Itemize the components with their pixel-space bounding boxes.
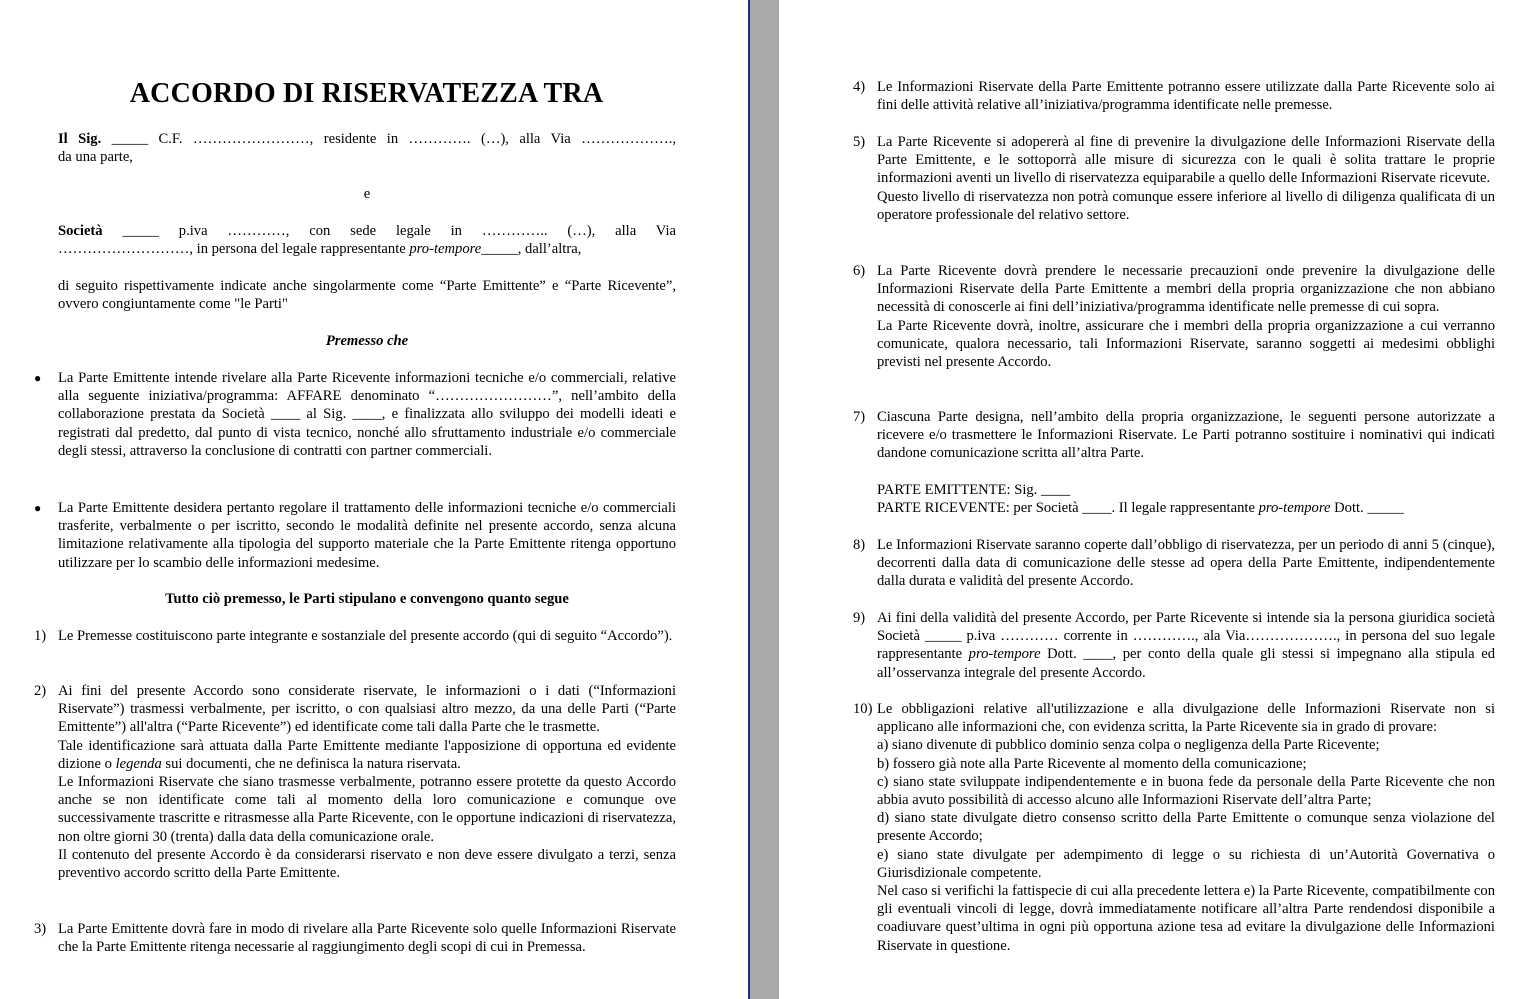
ricevente-line-b: Dott. _____	[1330, 500, 1404, 517]
clause-10-item-a: a) siano divenute di pubblico dominio senza colpa o negligenza della Parte Ricevente;	[877, 737, 1380, 754]
clause-number: 9)	[853, 610, 866, 626]
bullet-icon: ●	[34, 371, 42, 385]
clause-9-a: Ai fini della validità del presente Accordo, per Parte Ricevente si intende sia la persona giuridica società Società _____ p.iva ………… corrente in …………., ala Via………………., in persona del suo legale rappresentante	[877, 610, 1495, 663]
party-2-text: _____ p.iva …………, con sede legale in ………….. (…), alla Via	[102, 223, 676, 239]
clause-10-paragraph-1: Le obbligazioni relative all'utilizzazione e alla divulgazione delle Informazioni Riservate non si applicano alle informazioni che, con evidenza scritta, la Parte Ricevente sia in grado di provare:	[877, 701, 1495, 736]
clause-2-p2-b: sui documenti, che ne definisca la natura riservata.	[161, 755, 461, 772]
clause-number: 2)	[34, 683, 47, 699]
clause-number: 8)	[853, 537, 866, 553]
emittente-line: PARTE EMITTENTE: Sig. ____	[877, 482, 1071, 498]
party-1-text: _____ C.F. ……………………, residente in …………. (…), alla Via ……………….,	[101, 131, 677, 147]
document-page-right	[779, 0, 1536, 999]
clause-text	[877, 262, 1495, 371]
clause-text	[58, 682, 676, 882]
stipulano-heading: Tutto ciò premesso, le Parti stipulano e convengono quanto segue	[165, 591, 569, 607]
premise-text-2: La Parte Emittente desidera pertanto regolare il trattamento delle informazioni tecniche e/o commerciali trasferite, verbalmente o per iscritto, secondo le modalità definite nel presente accordo, senza alcuna limitazione relativamente alla tipologia del supporto materiale che la Parte Emittente ritenga opportuno utilizzare per lo scambio delle informazioni medesime.	[58, 500, 676, 571]
clause-5-paragraph-2: Questo livello di riservatezza non potrà comunque essere inferiore al livello di diligenza qualificata di un operatore professionale del relativo settore.	[877, 188, 1495, 223]
party-2-pro-tempore: pro-tempore	[409, 241, 482, 258]
party-1-label: Il Sig.	[58, 131, 102, 147]
clause-10-item-d: d) siano state divulgate dietro consenso scritto della Parte Emittente o comunque senza violazione del presente Accordo;	[877, 810, 1495, 845]
clause-text: Le Informazioni Riservate della Parte Emittente potranno essere utilizzate dalla Parte Ricevente solo ai fini delle attività relative all’iniziativa/programma identificate nelle premesse.	[877, 79, 1495, 114]
clause-text: Ciascuna Parte designa, nell’ambito della propria organizzazione, le seguenti persone autorizzate a ricevere e/o trasmettere le Informazioni Riservate. Le Parti potranno sostituire i nominativi qui indicati dandone comunicazione scritta all’altra Parte.	[877, 409, 1495, 462]
parties-definition: di seguito rispettivamente indicate anche singolarmente come “Parte Emittente” e “Parte Ricevente”, ovvero congiuntamente come "le Parti"	[58, 278, 676, 313]
clause-2-paragraph-2	[58, 737, 676, 773]
clause-number: 6)	[853, 263, 866, 279]
ricevente-line	[877, 499, 1495, 517]
ricevente-pro-tempore: pro-tempore	[1258, 500, 1331, 517]
party-1-line-2: da una parte,	[58, 149, 133, 166]
clause-text: La Parte Emittente dovrà fare in modo di rivelare alla Parte Ricevente solo quelle Informazioni Riservate che la Parte Emittente ritenga necessarie al raggiungimento degli scopi di cui in Premessa.	[58, 921, 676, 956]
party-2-line-2a: ………………………, in persona del legale rappresentante	[58, 241, 410, 258]
clause-number: 7)	[853, 409, 866, 425]
conjunction-e: e	[363, 186, 371, 202]
clause-10-item-c: c) siano state sviluppate indipendentemente e in buona fede da personale della Parte Ricevente che non abbia avuto possibilità di accesso alcuno alle Informazioni Riservate dell’altra Parte;	[877, 773, 1495, 809]
clause-text: Le Premesse costituiscono parte integrante e sostanziale del presente accordo (qui di seguito “Accordo”).	[58, 628, 673, 644]
clause-2-p2-a: Tale identificazione sarà attuata dalla Parte Emittente mediante l'apposizione di opportuna ed evidente dizione o	[58, 737, 676, 772]
clause-number: 1)	[34, 628, 47, 644]
authorized-persons	[877, 481, 1495, 517]
clause-10-item-b: b) fossero già note alla Parte Ricevente al momento della comunicazione;	[877, 755, 1307, 772]
party-2-line-2b: _____, dall’altra,	[481, 241, 582, 258]
clause-number: 4)	[853, 79, 866, 95]
clause-text	[877, 133, 1495, 224]
premesso-heading: Premesso che	[325, 333, 409, 349]
clause-text: Le Informazioni Riservate saranno coperte dall’obbligo di riservatezza, per un periodo di anni 5 (cinque), decorrenti dalla data di comunicazione delle stesse ad opera della Parte Emittente, indipendentemente dalla durata e validità del presente Accordo.	[877, 537, 1495, 590]
clause-6-paragraph-1: La Parte Ricevente dovrà prendere le necessarie precauzioni onde prevenire la divulgazione delle Informazioni Riservate della Parte Emittente a membri della propria organizzazione che non abbiano necessità di conoscerle ai fini dell’iniziativa/programma identificate nelle premesse di cui sopra.	[877, 263, 1495, 316]
party-2-block	[58, 222, 676, 258]
clause-10-paragraph-2: Nel caso si verifichi la fattispecie di cui alla precedente lettera e) la Parte Ricevente, compatibilmente con gli eventuali vincoli di legge, dovrà immediatamente notificare all’altra Parte rendendosi disponibile a coadiuvare quest’ultima in ogni più opportuna azione tesa ad evitare la divulgazione delle Informazioni Riservate in questione.	[877, 883, 1495, 954]
clause-9-pro-tempore: pro-tempore	[968, 646, 1041, 663]
premise-text-1: La Parte Emittente intende rivelare alla Parte Ricevente informazioni tecniche e/o commerciali, relative alla seguente iniziativa/programma: AFFARE denominato “……………………”, nell’ambito della collaborazione prestata da Società ____ al Sig. ____, e finalizzata allo sviluppo dei modelli ideati e registrati dal predetto, dal punto di vista tecnico, nonché allo sfruttamento industriale e/o commerciale degli stessi, attraverso la conclusione di contratti con partner commerciali.	[58, 370, 676, 459]
ricevente-line-a: PARTE RICEVENTE: per Società ____. Il legale rappresentante	[877, 500, 1259, 517]
clause-2-legenda: legenda	[115, 755, 162, 772]
clause-5-paragraph-1: La Parte Ricevente si adopererà al fine di prevenire la divulgazione delle Informazioni Riservate della Parte Emittente, e le sottoporrà alle misure di sicurezza con le quali è solita trattare le proprie informazioni aventi un livello di riservatezza equiparabile a quello delle Informazioni Riservate ricevute.	[877, 134, 1495, 187]
clause-number: 10)	[853, 701, 873, 717]
bullet-icon: ●	[34, 501, 42, 515]
clause-9-b: Dott. ____, per conto della quale gli stessi si impegnano alla stipula ed all’osservanza integrale del presente Accordo.	[877, 646, 1495, 681]
clause-10-item-e: e) siano state divulgate per adempimento di legge o su richiesta di un’Autorità Governativa o Giurisdizionale competente.	[877, 846, 1495, 881]
clause-2-paragraph-4: Il contenuto del presente Accordo è da considerarsi riservato e non deve essere divulgato a terzi, senza preventivo accordo scritto della Parte Emittente.	[58, 846, 676, 882]
clause-text	[877, 700, 1495, 955]
clause-text	[877, 609, 1495, 682]
document-page-left	[0, 0, 748, 999]
clause-2-paragraph-3: Le Informazioni Riservate che siano trasmesse verbalmente, potranno essere protette da questo Accordo anche se non identificate come tali al momento della loro comunicazione e comunque ove successivamente trascritte e ritrasmesse alla Parte Ricevente, con le opportune indicazioni di riservatezza, non oltre giorni 30 (trenta) dalla data della comunicazione orale.	[58, 774, 676, 845]
clause-number: 3)	[34, 921, 47, 937]
page-gutter	[748, 0, 781, 999]
clause-6-paragraph-2: La Parte Ricevente dovrà, inoltre, assicurare che i membri della propria organizzazione a cui verranno comunicate, qualora necessario, tali Informazioni Riservate, saranno soggetti ai medesimi obblighi previsti nel presente Accordo.	[877, 317, 1495, 371]
party-1-block	[58, 130, 676, 166]
document-title: ACCORDO DI RISERVATEZZA TRA	[129, 78, 604, 109]
clause-number: 5)	[853, 134, 866, 150]
party-2-label: Società	[58, 223, 103, 239]
clause-2-paragraph-1: Ai fini del presente Accordo sono considerate riservate, le informazioni o i dati (“Informazioni Riservate”) trasmessi verbalmente, per iscritto, o con qualsiasi altro mezzo, da una delle Parti (“Parte Emittente”) all'altra (“Parte Ricevente”) ed identificate come tali dalla Parte che le trasmette.	[58, 683, 676, 736]
